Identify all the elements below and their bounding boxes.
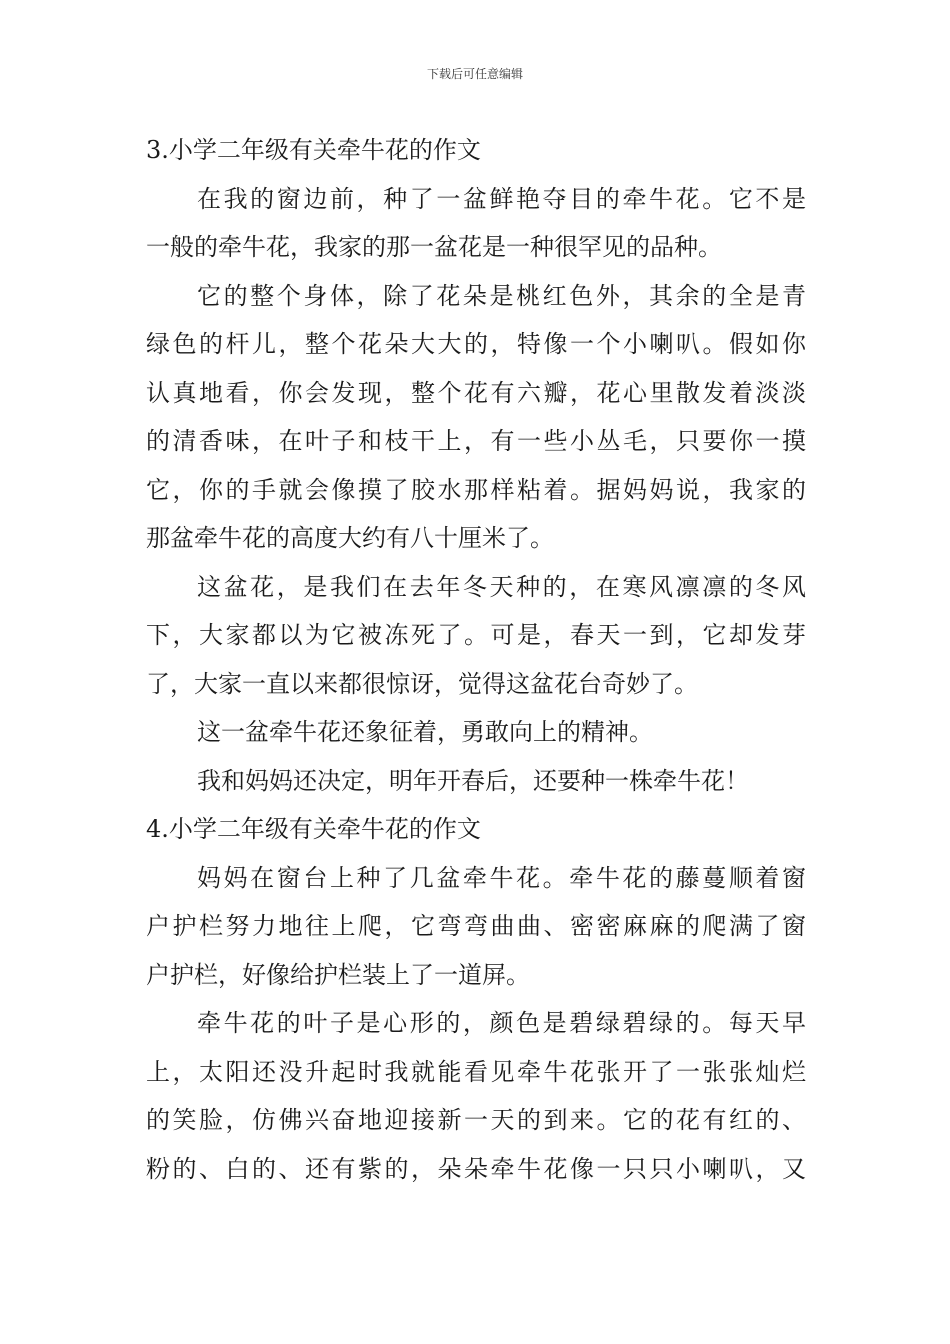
- paragraph-line: 它，你的手就会像摸了胶水那样粘着。据妈妈说，我家的: [146, 475, 806, 504]
- paragraph-line: 我和妈妈还决定，明年开春后，还要种一株牵牛花！: [197, 766, 749, 795]
- paragraph-line: 认真地看，你会发现，整个花有六瓣，花心里散发着淡淡: [146, 378, 806, 407]
- paragraph-line: 的清香味，在叶子和枝干上，有一些小丛毛，只要你一摸: [146, 427, 806, 455]
- paragraph-line: 这一盆牵牛花还象征着，勇敢向上的精神。: [197, 718, 653, 746]
- paragraph-line: 牵牛花的叶子是心形的，颜色是碧绿碧绿的。每天早: [197, 1009, 806, 1037]
- section-heading: 4.小学二年级有关牵牛花的作文: [146, 815, 481, 843]
- paragraph-line: 了，大家一直以来都很惊讶，觉得这盆花台奇妙了。: [146, 669, 698, 698]
- paragraph-line: 绿色的杆儿，整个花朵大大的，特像一个小喇叭。假如你: [146, 330, 806, 358]
- paragraph-line: 妈妈在窗台上种了几盆牵牛花。牵牛花的藤蔓顺着窗: [197, 863, 806, 892]
- section-heading: 3.小学二年级有关牵牛花的作文: [146, 136, 481, 164]
- paragraph-line: 下，大家都以为它被冻死了。可是，春天一到，它却发芽: [146, 621, 806, 649]
- paragraph-line: 这盆花，是我们在去年冬天种的，在寒风凛凛的冬风: [197, 572, 806, 601]
- paragraph-line: 一般的牵牛花，我家的那一盆花是一种很罕见的品种。: [146, 233, 722, 261]
- paragraph-line: 的笑脸，仿佛兴奋地迎接新一天的到来。它的花有红的、: [146, 1106, 806, 1134]
- paragraph-line: 户护栏，好像给护栏装上了一道屏。: [146, 960, 530, 989]
- paragraph-line: 那盆牵牛花的高度大约有八十厘米了。: [146, 524, 554, 552]
- paragraph-line: 它的整个身体，除了花朵是桃红色外，其余的全是青: [197, 281, 806, 310]
- paragraph-line: 上，太阳还没升起时我就能看见牵牛花张开了一张张灿烂: [146, 1057, 806, 1086]
- paragraph-line: 粉的、白的、还有紫的，朵朵牵牛花像一只只小喇叭，又: [146, 1154, 806, 1183]
- essay-content: [146, 126, 806, 1193]
- header-note: 下载后可任意编辑: [426, 67, 523, 81]
- paragraph-line: 户护栏努力地往上爬，它弯弯曲曲、密密麻麻的爬满了窗: [146, 912, 806, 940]
- paragraph-line: 在我的窗边前，种了一盆鲜艳夺目的牵牛花。它不是: [197, 184, 806, 213]
